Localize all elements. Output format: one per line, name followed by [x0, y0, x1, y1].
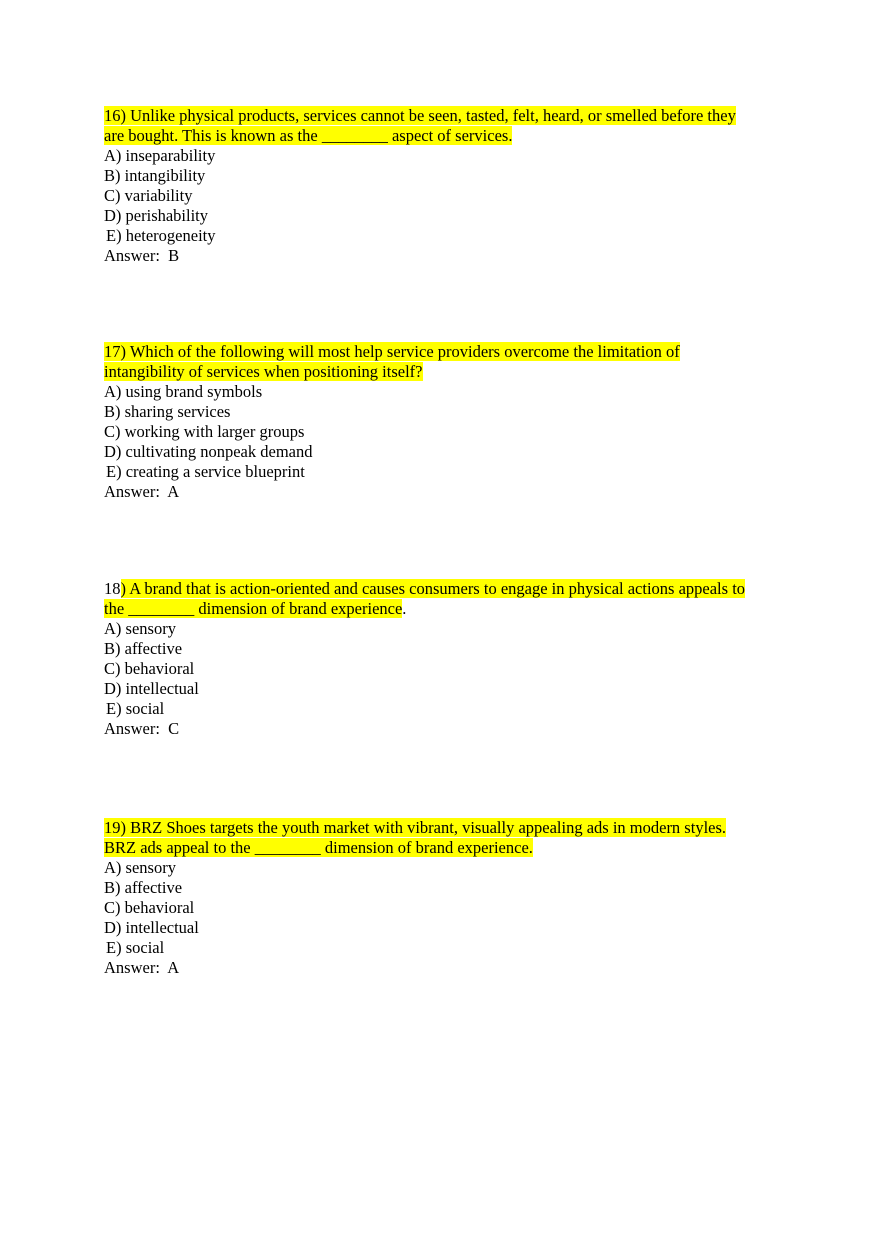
answer-label: Answer: — [104, 958, 160, 977]
stem-trailing: . — [402, 599, 407, 618]
option-d: D) cultivating nonpeak demand — [104, 442, 313, 461]
stem-line-2: intangibility of services when positioning itself? — [104, 362, 423, 381]
option-d: D) intellectual — [104, 918, 199, 937]
option-e: E) heterogeneity — [106, 226, 216, 245]
option-d: D) perishability — [104, 206, 209, 225]
answer-value: B — [168, 246, 180, 265]
option-c: C) working with larger groups — [104, 422, 305, 441]
question-18 — [104, 579, 784, 739]
question-stem — [104, 818, 784, 858]
stem-line-1: BRZ Shoes targets the youth market with vibrant, visually appealing ads in modern styles. — [130, 818, 727, 837]
option-e: E) creating a service blueprint — [106, 462, 305, 481]
option-a: A) using brand symbols — [104, 382, 263, 401]
stem-line-2: the ________ dimension of brand experience — [104, 599, 403, 618]
option-b: B) sharing services — [104, 402, 231, 421]
answer — [104, 719, 784, 739]
answer-value: A — [167, 482, 180, 501]
question-number: 16) — [104, 106, 131, 125]
question-number: 18 — [104, 579, 121, 598]
option-e: E) social — [106, 938, 165, 957]
stem-line-2: are bought. This is known as the ________ aspect of services. — [104, 126, 513, 145]
question-stem — [104, 106, 784, 146]
question-19 — [104, 818, 784, 978]
option-c: C) variability — [104, 186, 193, 205]
highlight — [104, 106, 736, 145]
answer — [104, 246, 784, 266]
question-17 — [104, 342, 784, 502]
answer-value: C — [168, 719, 180, 738]
question-stem — [104, 579, 784, 619]
question-16 — [104, 106, 784, 266]
answer-label: Answer: — [104, 246, 160, 265]
answer-label: Answer: — [104, 482, 160, 501]
options-list — [104, 858, 784, 958]
answer-value: A — [167, 958, 180, 977]
options-list — [104, 146, 784, 246]
option-c: C) behavioral — [104, 898, 195, 917]
option-a: A) inseparability — [104, 146, 216, 165]
answer — [104, 482, 784, 502]
option-e: E) social — [106, 699, 165, 718]
highlight — [104, 342, 680, 381]
question-number: 19) — [104, 818, 131, 837]
options-list — [104, 619, 784, 719]
question-number: 17) — [104, 342, 130, 361]
answer-label: Answer: — [104, 719, 160, 738]
option-c: C) behavioral — [104, 659, 195, 678]
answer — [104, 958, 784, 978]
option-a: A) sensory — [104, 619, 176, 638]
option-a: A) sensory — [104, 858, 176, 877]
question-stem — [104, 342, 784, 382]
stem-line-1: Which of the following will most help service providers overcome the limitation of — [129, 342, 680, 361]
option-b: B) affective — [104, 639, 183, 658]
highlight — [104, 818, 726, 857]
stem-line-2: BRZ ads appeal to the ________ dimension of brand experience. — [104, 838, 533, 857]
highlight — [104, 579, 745, 618]
option-d: D) intellectual — [104, 679, 199, 698]
stem-line-1: Unlike physical products, services cannot be seen, tasted, felt, heard, or smelled before they — [130, 106, 736, 125]
option-b: B) intangibility — [104, 166, 206, 185]
stem-line-1: ) A brand that is action-oriented and causes consumers to engage in physical actions appeals to — [120, 579, 746, 598]
option-b: B) affective — [104, 878, 183, 897]
options-list — [104, 382, 784, 482]
